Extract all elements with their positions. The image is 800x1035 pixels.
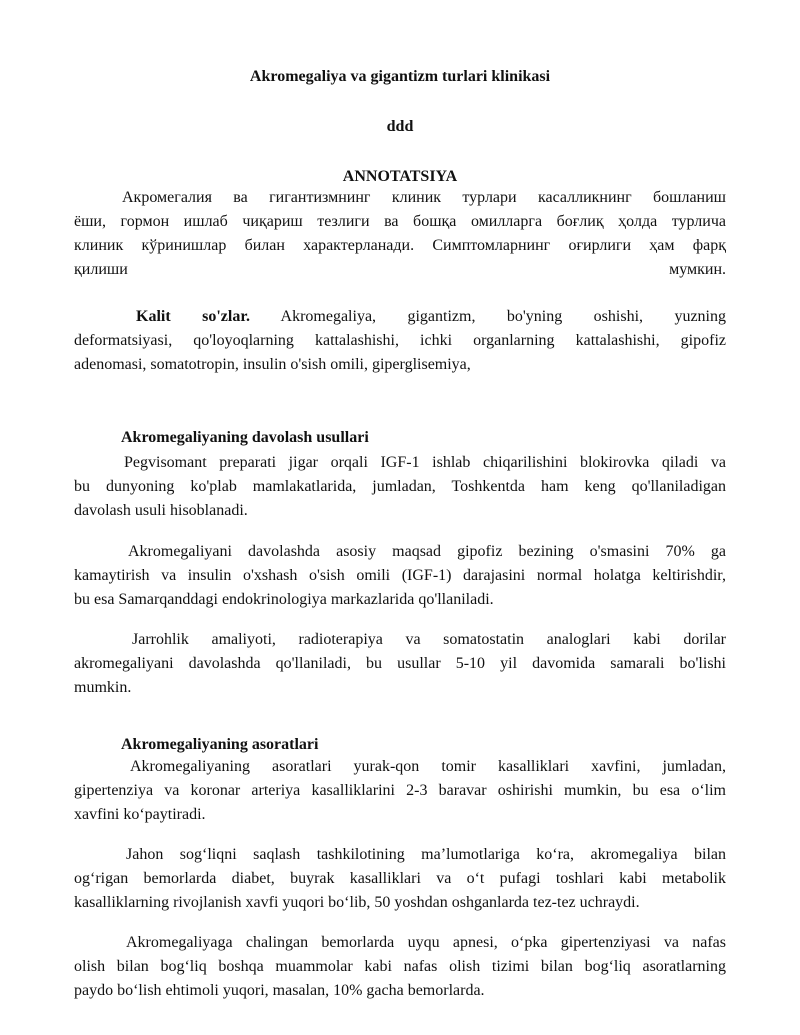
paragraph-line: Jahon sog‘liqni saqlash tashkilotining ma’lumotlariga ko‘ra, akromegaliya bilan (126, 846, 726, 863)
annotation-paragraph (74, 186, 726, 282)
annotation-line: мумкин. (669, 261, 726, 278)
annotation-heading: ANNOTATSIYA (342, 168, 458, 185)
section-heading-complications: Akromegaliyaning asoratlari (121, 736, 319, 753)
paragraph-line: xavfini ko‘paytiradi. (74, 806, 206, 823)
annotation-line: Акромегалия ва гигантизмнинг клиник турлари касалликнинг бошланиш (122, 189, 726, 206)
keywords-first-line (74, 305, 726, 329)
treatment-paragraph-1 (74, 451, 726, 523)
annotation-line: ёши, гормон ишлаб чиқариш тезлиги ва бошқа омилларга боғлиқ ҳолда турлича (74, 213, 726, 230)
document-title: Akromegaliya va gigantizm turlari klinikasi (249, 68, 551, 85)
paragraph-line: bu esa Samarqanddagi endokrinologiya markazlarida qo'llaniladi. (74, 591, 494, 608)
treatment-paragraph-2 (74, 540, 726, 612)
annotation-last-line (74, 258, 726, 282)
keywords-line: deformatsiyasi, qo'loyoqlarning kattalashishi, ichki organlarning kattalashishi, gipofiz (74, 332, 726, 349)
complications-paragraph-3 (74, 931, 726, 1003)
paragraph-line: Akromegaliyani davolashda asosiy maqsad gipofiz bezining o'smasini 70% ga (128, 543, 726, 560)
paragraph-line: davolash usuli hisoblanadi. (74, 502, 248, 519)
annotation-line: қилиши (74, 261, 128, 278)
paragraph-line: olish bilan bog‘liq boshqa muammolar kabi nafas olish tizimi bilan bog‘liq asoratlarning (74, 958, 726, 975)
treatment-paragraph-3 (74, 628, 726, 700)
paragraph-line: paydo bo‘lish ehtimoli yuqori, masalan, 10% gacha bemorlarda. (74, 982, 485, 999)
paragraph-line: kamaytirish va insulin o'xshash o'sish omili (IGF-1) darajasini normal holatga keltirishdir, (74, 567, 726, 584)
paragraph-line: akromegaliyani davolashda qo'llaniladi, bu usullar 5-10 yil davomida samarali bo'lishi (74, 655, 726, 672)
author-line: ddd (386, 118, 414, 135)
keywords-line: adenomasi, somatotropin, insulin o'sish omili, giperglisemiya, (74, 356, 471, 373)
complications-paragraph-2 (74, 843, 726, 915)
annotation-line: клиник кўринишлар билан характерланади. Симптомларнинг оғирлиги ҳам фарқ (74, 237, 726, 254)
paragraph-line: mumkin. (74, 679, 132, 696)
keywords-paragraph (74, 305, 726, 377)
paragraph-line: og‘rigan bemorlarda diabet, buyrak kasalliklari va o‘t pufagi toshlari kabi metabolik (74, 870, 726, 887)
paragraph-line: Akromegaliyaga chalingan bemorlarda uyqu apnesi, o‘pka gipertenziyasi va nafas (126, 934, 726, 951)
complications-paragraph-1 (74, 755, 726, 827)
paragraph-line: Jarrohlik amaliyoti, radioterapiya va somatostatin analoglari kabi dorilar (132, 631, 726, 648)
paragraph-line: kasalliklarning rivojlanish xavfi yuqori bo‘lib, 50 yoshdan oshganlarda tez-tez uchraydi. (74, 894, 640, 911)
section-heading-treatment: Akromegaliyaning davolash usullari (121, 429, 369, 446)
keywords-label: Kalit so'zlar. (136, 308, 250, 325)
paragraph-line: Pegvisomant preparati jigar orqali IGF-1 ishlab chiqarilishini blokirovka qiladi va (124, 454, 726, 471)
paragraph-line: gipertenziya va koronar arteriya kasalliklarini 2-3 baravar oshirishi mumkin, bu esa o‘lim (74, 782, 726, 799)
paragraph-line: bu dunyoning ko'plab mamlakatlarida, jumladan, Toshkentda ham keng qo'llaniladigan (74, 478, 726, 495)
keywords-line: Akromegaliya, gigantizm, bo'yning oshishi, yuzning (280, 308, 726, 325)
paragraph-line: Akromegaliyaning asoratlari yurak-qon tomir kasalliklari xavfini, jumladan, (130, 758, 726, 775)
